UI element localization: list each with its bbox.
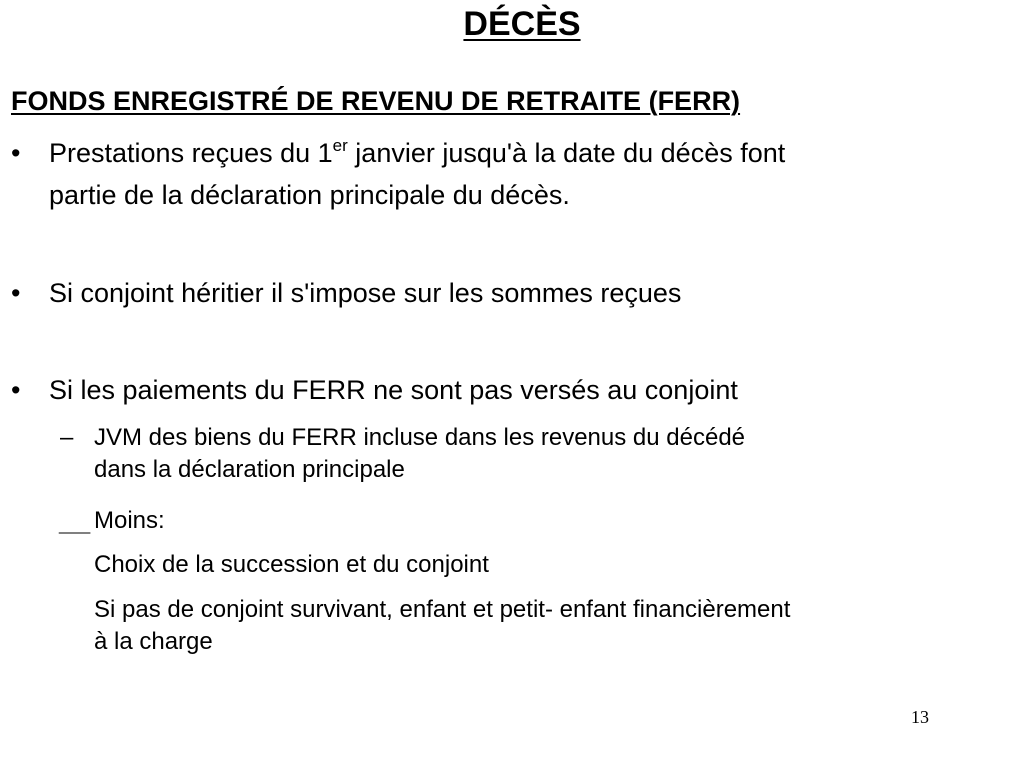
page-number: 13 xyxy=(911,707,929,727)
sub-item-moins: Moins: xyxy=(94,507,165,534)
bullet-text: Si les paiements du FERR ne sont pas versés au conjoint xyxy=(49,375,738,405)
sub-item-jvm xyxy=(94,422,745,486)
section-heading: FONDS ENREGISTRÉ DE REVENU DE RETRAITE (FERR) xyxy=(11,86,741,116)
bullet-text-line-1 xyxy=(49,134,785,176)
bullet-marker: • xyxy=(11,278,21,308)
bullet-text-line-2: partie de la déclaration principale du décès. xyxy=(49,180,570,210)
sub-item-si-pas-line-2: à la charge xyxy=(94,628,213,655)
bullet-marker: • xyxy=(11,375,21,405)
bullet-marker: • xyxy=(11,138,21,168)
sub-bullet-dash-marker: – xyxy=(60,424,74,451)
ordinal-superscript: er xyxy=(332,136,348,155)
bullet-text: Si conjoint héritier il s'impose sur les sommes reçues xyxy=(49,278,682,308)
sub-item-choix-succession: Choix de la succession et du conjoint xyxy=(94,551,489,578)
bullet-text xyxy=(49,134,785,214)
sub-item-jvm-line-1: JVM des biens du FERR incluse dans les revenus du décédé xyxy=(94,424,746,451)
sub-item-si-pas-line-1: Si pas de conjoint survivant, enfant et petit- enfant financièrement xyxy=(94,596,791,623)
bullet-text-segment: janvier jusqu'à la date du décès font xyxy=(347,138,786,168)
sub-item-si-pas-conjoint xyxy=(94,594,790,658)
sub-bullet-long-dash-marker: __ xyxy=(59,505,91,536)
sub-item-jvm-line-2: dans la déclaration principale xyxy=(94,456,405,483)
slide-title: DÉCÈS xyxy=(463,5,581,43)
bullet-text-segment: Prestations reçues du 1 xyxy=(49,138,333,168)
